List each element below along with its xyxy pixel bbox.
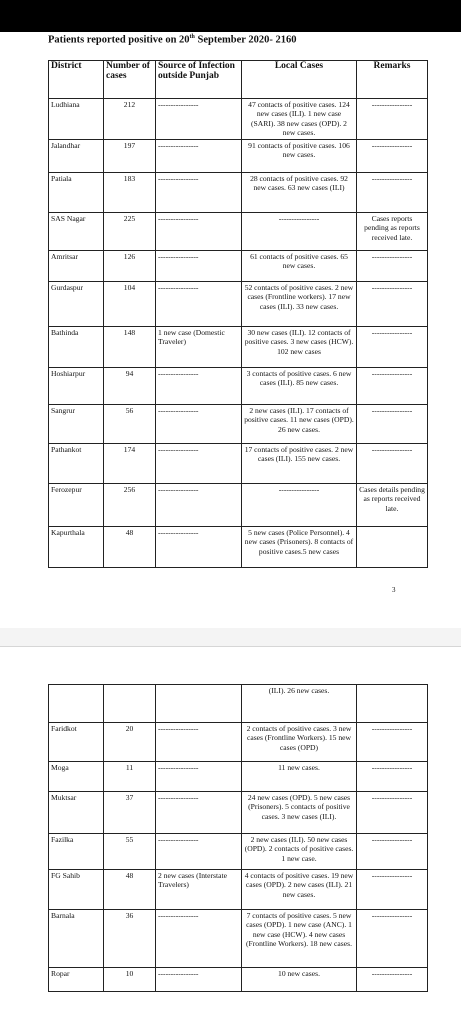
cases-count-cell: 197 [104,139,156,172]
district-cell: Pathankot [49,443,104,483]
district-cell: Faridkot [49,723,104,762]
cases-count-cell: 36 [104,910,156,968]
local-cases-cell: 17 contacts of positive cases. 2 new cases (ILI). 155 new cases. [242,443,357,483]
district-cell: Barnala [49,910,104,968]
district-cell: Hoshiarpur [49,367,104,404]
report-title [48,34,296,46]
local-cases-cell: (ILI). 26 new cases. [242,685,357,723]
local-cases-cell: ---------------- [242,212,357,250]
district-cell: Sangrur [49,404,104,443]
table-row [49,212,428,250]
district-cell: Patiala [49,172,104,212]
district-cell: Moga [49,762,104,792]
source-cell: 1 new case (Domestic Traveler) [156,326,242,367]
remarks-cell: ---------------- [357,281,428,326]
local-cases-cell: 61 contacts of positive cases. 65 new cases. [242,250,357,281]
source-cell: ---------------- [156,762,242,792]
cases-count-cell: 48 [104,870,156,910]
remarks-cell: ---------------- [357,762,428,792]
cases-count-cell: 37 [104,792,156,834]
local-cases-cell: 2 contacts of positive cases. 3 new cases (Frontline Workers). 15 new cases (OPD) [242,723,357,762]
district-cell: Bathinda [49,326,104,367]
table-row [49,443,428,483]
cases-count-cell: 148 [104,326,156,367]
source-cell: ---------------- [156,834,242,870]
cases-count-cell: 104 [104,281,156,326]
table-row [49,326,428,367]
table-row [49,968,428,992]
table-row [49,483,428,526]
source-cell: ---------------- [156,443,242,483]
cases-count-cell [104,685,156,723]
local-cases-cell: 24 new cases (OPD). 5 new cases (Prisoners). 5 contacts of positive cases. 3 new cases (ILI). [242,792,357,834]
remarks-cell: ---------------- [357,326,428,367]
page-number: 3 [392,586,396,594]
remarks-cell [357,685,428,723]
remarks-cell: ---------------- [357,870,428,910]
cases-count-cell: 56 [104,404,156,443]
remarks-cell: Cases reports pending as reports received late. [357,212,428,250]
district-cell: Jalandhar [49,139,104,172]
header-local: Local Cases [242,61,357,99]
cases-count-cell: 94 [104,367,156,404]
cases-table-page-2 [48,684,428,992]
district-cell: Amritsar [49,250,104,281]
source-cell: ---------------- [156,250,242,281]
remarks-cell: ---------------- [357,172,428,212]
source-cell: ---------------- [156,139,242,172]
source-cell: ---------------- [156,968,242,992]
cases-count-cell: 55 [104,834,156,870]
local-cases-cell: 5 new cases (Police Personnel). 4 new cases (Prisoners). 8 contacts of positive cases.5 new cases [242,526,357,567]
source-cell: 2 new cases (Interstate Travelers) [156,870,242,910]
cases-count-cell: 225 [104,212,156,250]
table-row [49,723,428,762]
header-number: Number of cases [104,61,156,99]
remarks-cell: ---------------- [357,99,428,140]
remarks-cell: Cases details pending as reports received late. [357,483,428,526]
remarks-cell: ---------------- [357,834,428,870]
page-gap [0,628,461,646]
local-cases-cell: 91 contacts of positive cases. 106 new cases. [242,139,357,172]
cases-count-cell: 10 [104,968,156,992]
table-row [49,250,428,281]
cases-table-page-1 [48,60,428,568]
district-cell: Ludhiana [49,99,104,140]
source-cell: ---------------- [156,281,242,326]
remarks-cell: ---------------- [357,792,428,834]
header-remarks: Remarks [357,61,428,99]
table-row [49,404,428,443]
local-cases-cell: 2 new cases (ILI). 50 new cases (OPD). 2 contacts of positive cases. 1 new case. [242,834,357,870]
source-cell [156,685,242,723]
district-cell: Gurdaspur [49,281,104,326]
remarks-cell: ---------------- [357,250,428,281]
district-cell: Muktsar [49,792,104,834]
table-row [49,139,428,172]
remarks-cell: ---------------- [357,367,428,404]
cases-count-cell: 256 [104,483,156,526]
source-cell: ---------------- [156,526,242,567]
source-cell: ---------------- [156,212,242,250]
cases-count-cell: 48 [104,526,156,567]
table-row [49,172,428,212]
remarks-cell: ---------------- [357,139,428,172]
district-cell: Fazilka [49,834,104,870]
source-cell: ---------------- [156,792,242,834]
table-row [49,762,428,792]
table-row [49,367,428,404]
local-cases-cell: ---------------- [242,483,357,526]
table-row [49,685,428,723]
remarks-cell: ---------------- [357,910,428,968]
local-cases-cell: 10 new cases. [242,968,357,992]
source-cell: ---------------- [156,723,242,762]
district-cell [49,685,104,723]
cases-count-cell: 126 [104,250,156,281]
district-cell: Kapurthala [49,526,104,567]
remarks-cell: ---------------- [357,723,428,762]
local-cases-cell: 2 new cases (ILI). 17 contacts of positive cases. 11 new cases (OPD). 26 new cases. [242,404,357,443]
cases-count-cell: 183 [104,172,156,212]
header-source: Source of Infection outside Punjab [156,61,242,99]
local-cases-cell: 52 contacts of positive cases. 2 new cases (Frontline workers). 17 new cases (ILI). 33 new cases. [242,281,357,326]
local-cases-cell: 11 new cases. [242,762,357,792]
table-row [49,792,428,834]
top-black-bar [0,0,461,32]
table-row [49,99,428,140]
table-row [49,870,428,910]
source-cell: ---------------- [156,910,242,968]
remarks-cell: ---------------- [357,968,428,992]
local-cases-cell: 7 contacts of positive cases. 5 new cases (OPD). 1 new case (ANC). 1 new case (HCW). 4 new cases (Frontline Workers). 18 new cases. [242,910,357,968]
remarks-cell [357,526,428,567]
cases-count-cell: 20 [104,723,156,762]
table-row [49,281,428,326]
title-rest: September 2020- 2160 [194,34,297,46]
district-cell: SAS Nagar [49,212,104,250]
district-cell: FG Sahib [49,870,104,910]
local-cases-cell: 47 contacts of positive cases. 124 new cases (ILI). 1 new case (SARI). 38 new cases (OPD). 2 new cases. [242,99,357,140]
district-cell: Ropar [49,968,104,992]
local-cases-cell: 3 contacts of positive cases. 6 new cases (ILI). 85 new cases. [242,367,357,404]
remarks-cell: ---------------- [357,443,428,483]
cases-count-cell: 212 [104,99,156,140]
local-cases-cell: 30 new cases (ILI). 12 contacts of positive cases. 3 new cases (HCW). 102 new cases [242,326,357,367]
table-row [49,526,428,567]
cases-count-cell: 174 [104,443,156,483]
title-prefix: Patients reported positive on 20 [48,34,190,46]
local-cases-cell: 4 contacts of positive cases. 19 new cases (OPD). 2 new cases (ILI). 21 new cases. [242,870,357,910]
table-row [49,910,428,968]
district-cell: Ferozepur [49,483,104,526]
source-cell: ---------------- [156,404,242,443]
cases-count-cell: 11 [104,762,156,792]
source-cell: ---------------- [156,483,242,526]
header-district: District [49,61,104,99]
source-cell: ---------------- [156,172,242,212]
source-cell: ---------------- [156,99,242,140]
title-superscript: th [189,34,195,40]
source-cell: ---------------- [156,367,242,404]
table-row [49,834,428,870]
local-cases-cell: 28 contacts of positive cases. 92 new cases. 63 new cases (ILI) [242,172,357,212]
remarks-cell: ---------------- [357,404,428,443]
